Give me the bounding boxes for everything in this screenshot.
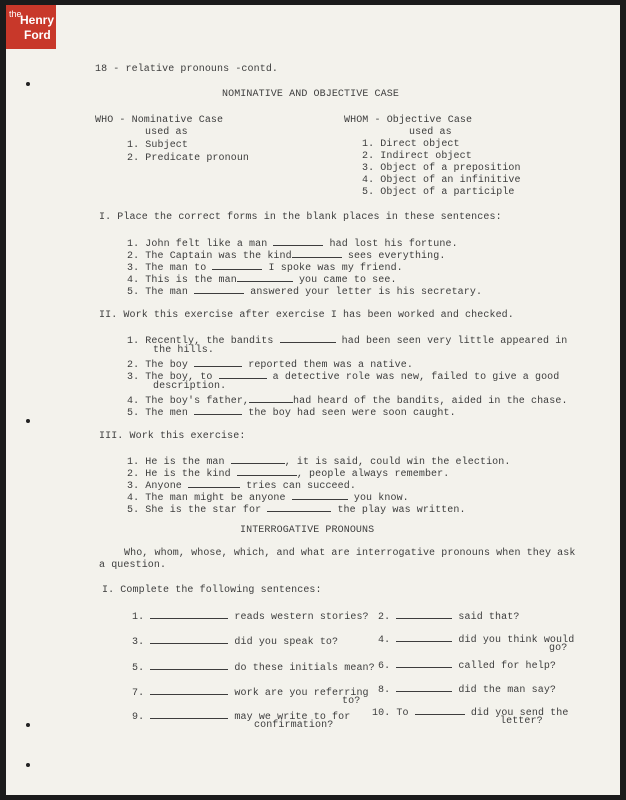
punch-hole (26, 82, 30, 86)
intro-text: Who, whom, whose, which, and what are interrogative pronouns when they ask (124, 548, 576, 559)
exercise-3-item: 4. The man might be anyone you know. (127, 490, 409, 505)
exercise-4-item-cont: letter? (500, 716, 543, 727)
exercise-2-item: 2. The boy reported them was a native. (127, 357, 413, 372)
exercise-1-item: 5. The man answered your letter is his secretary. (127, 284, 482, 299)
whom-item: 4. Object of an infinitive (362, 175, 521, 186)
exercise-1-title: I. Place the correct forms in the blank places in these sentences: (99, 212, 502, 223)
answer-blank[interactable] (212, 260, 262, 270)
answer-blank[interactable] (150, 609, 228, 619)
answer-blank[interactable] (194, 405, 242, 415)
exercise-2-title: II. Work this exercise after exercise I has been worked and checked. (99, 310, 514, 321)
document-page (6, 5, 620, 795)
exercise-2-item: 4. The boy's father, had heard of the bandits, aided in the chase. (127, 393, 568, 408)
who-item: 1. Subject (127, 140, 189, 151)
page-header: 18 - relative pronouns -contd. (95, 64, 279, 75)
exercise-3-item: 5. She is the star for the play was written. (127, 502, 466, 517)
exercise-2-item: 1. Recently, the bandits had been seen very little appeared in (127, 333, 567, 348)
exercise-4-item: 5. do these initials mean? (132, 660, 375, 675)
answer-blank[interactable] (194, 357, 242, 367)
exercise-4-item: 3. did you speak to? (132, 634, 338, 649)
section-title: INTERROGATIVE PRONOUNS (240, 525, 375, 536)
whom-item: 2. Indirect object (362, 151, 472, 162)
exercise-3-item: 2. He is the kind , people always remember. (127, 466, 449, 481)
answer-blank[interactable] (267, 502, 331, 512)
answer-blank[interactable] (150, 660, 228, 670)
answer-blank[interactable] (150, 685, 228, 695)
answer-blank[interactable] (292, 490, 348, 500)
answer-blank[interactable] (396, 632, 452, 642)
exercise-2-item: 3. The boy, to a detective role was new, failed to give a good (127, 369, 559, 384)
section-title: NOMINATIVE AND OBJECTIVE CASE (222, 89, 399, 100)
exercise-4-title: I. Complete the following sentences: (102, 585, 322, 596)
exercise-1-item: 2. The Captain was the kind sees everything. (127, 248, 445, 263)
punch-hole (26, 763, 30, 767)
answer-blank[interactable] (150, 634, 228, 644)
who-used-as: used as (145, 127, 188, 138)
exercise-2-item-cont: description. (153, 381, 227, 392)
exercise-1-item: 1. John felt like a man had lost his fortune. (127, 236, 458, 251)
answer-blank[interactable] (249, 393, 293, 403)
exercise-4-item-cont: confirmation? (254, 720, 334, 731)
answer-blank[interactable] (219, 369, 267, 379)
exercise-4-item-cont: to? (342, 696, 361, 707)
answer-blank[interactable] (280, 333, 336, 343)
exercise-2-item: 5. The men the boy had seen were soon caught. (127, 405, 456, 420)
answer-blank[interactable] (396, 658, 452, 668)
exercise-1-item: 3. The man to I spoke was my friend. (127, 260, 403, 275)
exercise-4-item: 4. did you think would (378, 632, 574, 647)
exercise-4-item: 9. may we write to for (132, 709, 350, 724)
whom-used-as: used as (409, 127, 452, 138)
exercise-3-item: 3. Anyone tries can succeed. (127, 478, 356, 493)
punch-hole (26, 419, 30, 423)
exercise-4-item: 2. said that? (378, 609, 519, 624)
answer-blank[interactable] (396, 682, 452, 692)
answer-blank[interactable] (150, 709, 228, 719)
exercise-4-item: 6. called for help? (378, 658, 556, 673)
exercise-4-item: 10. To did you send the (372, 705, 568, 720)
exercise-3-item: 1. He is the man , it is said, could win the election. (127, 454, 510, 469)
answer-blank[interactable] (194, 284, 244, 294)
exercise-4-item-cont: go? (549, 643, 568, 654)
answer-blank[interactable] (237, 466, 297, 476)
whom-item: 3. Object of a preposition (362, 163, 521, 174)
whom-title: WHOM - Objective Case (344, 115, 473, 126)
answer-blank[interactable] (188, 478, 240, 488)
whom-item: 5. Object of a participle (362, 187, 515, 198)
answer-blank[interactable] (273, 236, 323, 246)
exercise-4-item: 7. work are you referring (132, 685, 369, 700)
answer-blank[interactable] (231, 454, 285, 464)
exercise-4-item: 1. reads western stories? (132, 609, 369, 624)
answer-blank[interactable] (396, 609, 452, 619)
punch-hole (26, 723, 30, 727)
henry-ford-logo: the Henry Ford (6, 5, 56, 49)
exercise-4-item: 8. did the man say? (378, 682, 556, 697)
who-title: WHO - Nominative Case (95, 115, 224, 126)
who-item: 2. Predicate pronoun (127, 153, 250, 164)
answer-blank[interactable] (237, 272, 293, 282)
exercise-2-item-cont: the hills. (153, 345, 215, 356)
answer-blank[interactable] (415, 705, 465, 715)
exercise-3-title: III. Work this exercise: (99, 431, 246, 442)
exercise-1-item: 4. This is the man you came to see. (127, 272, 397, 287)
whom-item: 1. Direct object (362, 139, 460, 150)
intro-text: a question. (99, 560, 167, 571)
answer-blank[interactable] (292, 248, 342, 258)
